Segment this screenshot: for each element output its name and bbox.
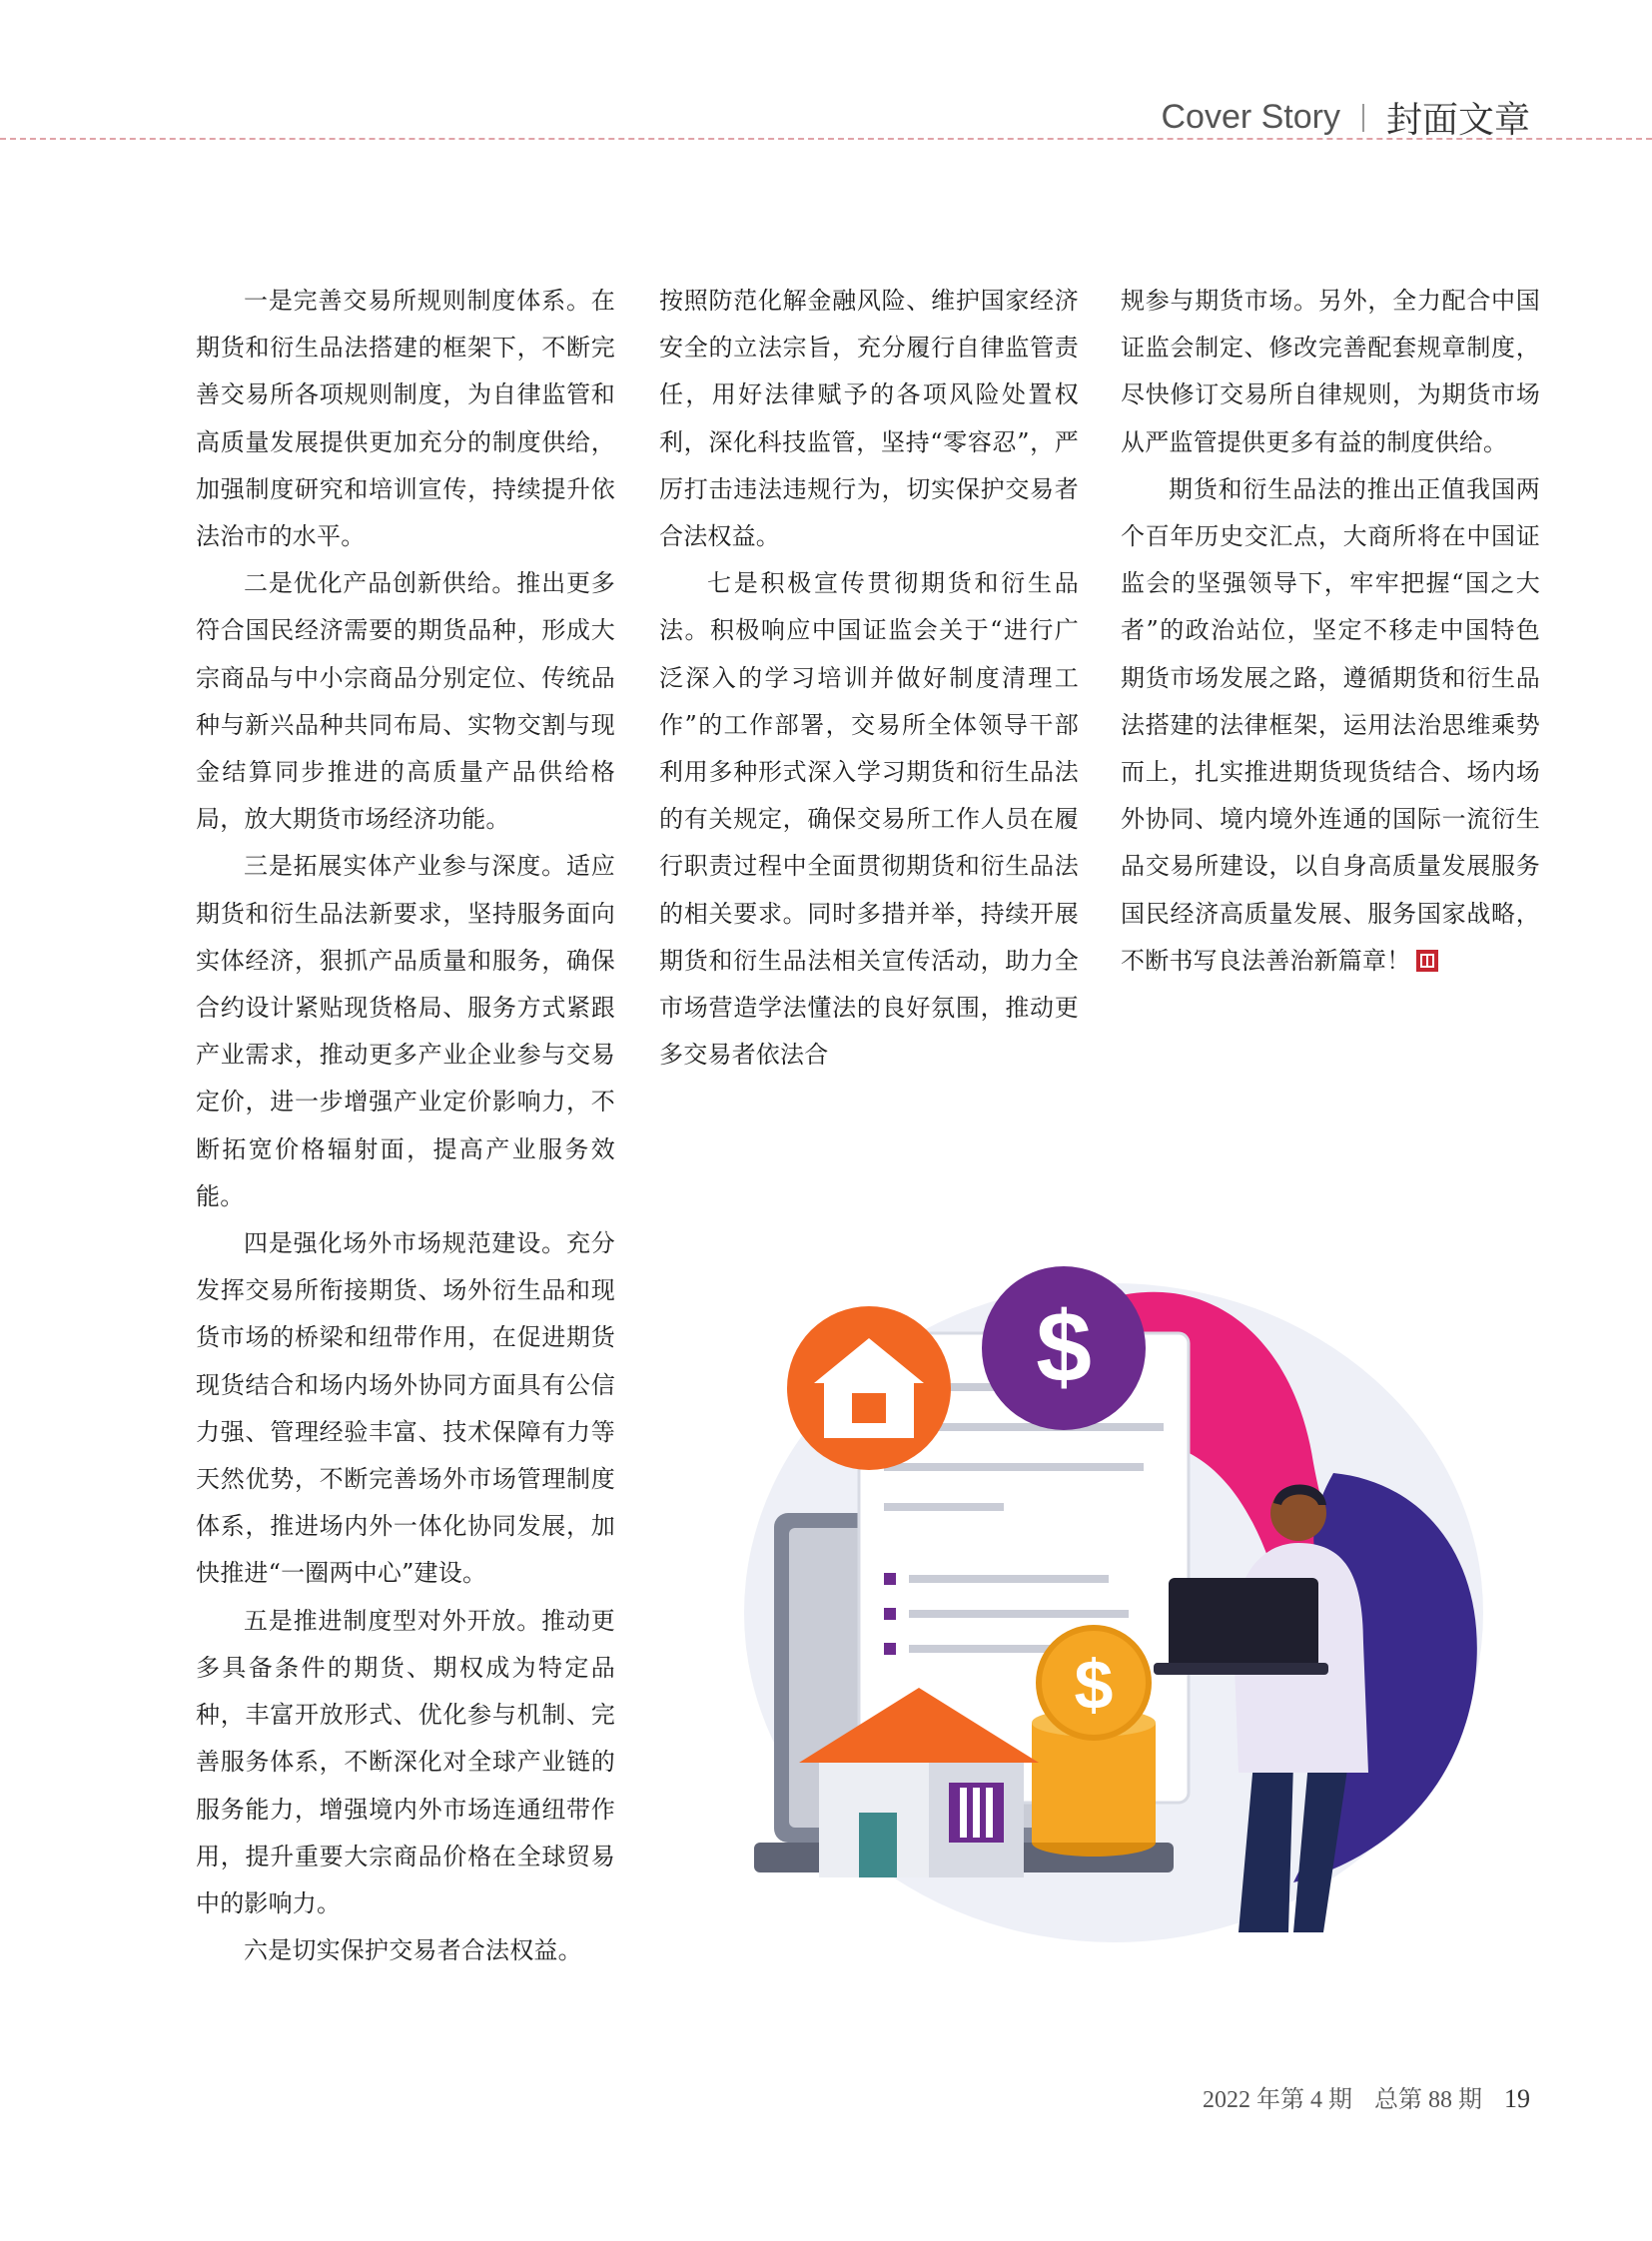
paragraph: 四是强化场外市场规范建设。充分发挥交易所衔接期货、场外衍生品和现货市场的桥梁和纽带作用，在促进期货现货结合和场内场外协同方面具有公信力强、管理经验丰富、技术保障有力等天然优势，不断完善场外市场管理制度体系，推进场内外一体化协同发展，加快推进“一圈两中心”建设。 — [196, 1229, 615, 1588]
laptop-base — [1154, 1663, 1328, 1675]
house-window-bar — [973, 1788, 980, 1838]
document-line — [909, 1610, 1129, 1618]
header-separator — [1362, 104, 1364, 132]
paragraph: 三是拓展实体产业参与深度。适应期货和衍生品法新要求，坚持服务面向实体经济，狠抓产品质量和服务，确保合约设计紧贴现货格局、服务方式紧跟产业需求，推动更多产业企业参与交易定价，进一步增强产业定价影响力，不断拓宽价格辐射面，提高产业服务效能。 — [196, 852, 615, 1210]
paragraph: 二是优化产品创新供给。推出更多符合国民经济需要的期货品种，形成大宗商品与中小宗商品分别定位、传统品种与新兴品种共同布局、实物交割与现金结算同步推进的高质量产品供给格局，放大期货市场经济功能。 — [196, 569, 615, 834]
section-title-cn: 封面文章 — [1385, 99, 1530, 140]
svg-text:$: $ — [1036, 1291, 1092, 1403]
page-number: 19 — [1504, 2084, 1530, 2113]
house-window-bar — [986, 1788, 993, 1838]
end-of-article-icon — [1416, 950, 1438, 972]
house-window-bar — [960, 1788, 967, 1838]
house-icon-window — [852, 1393, 886, 1423]
laptop — [1169, 1578, 1318, 1668]
section-title-en: Cover Story — [1161, 98, 1340, 136]
document-line — [884, 1463, 1144, 1471]
document-bullet — [884, 1608, 896, 1620]
article-column-3 — [1121, 278, 1540, 985]
finance-illustration — [734, 1243, 1493, 1942]
page-footer — [1203, 2079, 1530, 2114]
document-bullet — [884, 1643, 896, 1655]
house-door — [859, 1813, 897, 1877]
paragraph: 按照防范化解金融风险、维护国家经济安全的立法宗旨，充分履行自律监管责任，用好法律赋予的各项风险处置权利，深化科技监管，坚持“零容忍”，严厉打击违法违规行为，切实保护交易者合法权益。 — [659, 287, 1079, 551]
article-column-2 — [659, 278, 1079, 1079]
total-issue-number: 总第 88 期 — [1374, 2087, 1482, 2113]
paragraph: 一是完善交易所规则制度体系。在期货和衍生品法搭建的框架下，不断完善交易所各项规则制度，为自律监管和高质量发展提供更加充分的制度供给，加强制度研究和培训宣传，持续提升依法治市的水平。 — [196, 287, 615, 551]
running-header — [1161, 92, 1530, 143]
paragraph: 五是推进制度型对外开放。推动更多具备条件的期货、期权成为特定品种，丰富开放形式、优化参与机制、完善服务体系，不断深化对全球产业链的服务能力，增强境内外市场连通纽带作用，提升重要大宗商品价格在全球贸易中的影响力。 — [196, 1606, 615, 1917]
paragraph: 规参与期货市场。另外，全力配合中国证监会制定、修改完善配套规章制度，尽快修订交易所自律规则，为期货市场从严监管提供更多有益的制度供给。 — [1121, 287, 1540, 456]
paragraph: 六是切实保护交易者合法权益。 — [244, 1936, 582, 1965]
document-line — [884, 1503, 1004, 1511]
paragraph: 七是积极宣传贯彻期货和衍生品法。积极响应中国证监会关于“进行广泛深入的学习培训并做好制度清理工作”的工作部署，交易所全体领导干部利用多种形式深入学习期货和衍生品法的有关规定，确保交易所工作人员在履行职责过程中全面贯彻期货和衍生品法的相关要求。同时多措并举，持续开展期货和衍生品法相关宣传活动，助力全市场营造学法懂法的良好氛围，推动更多交易者依法合 — [659, 569, 1079, 1070]
svg-text:$: $ — [1074, 1646, 1114, 1724]
document-bullet — [884, 1573, 896, 1585]
article-column-1 — [196, 278, 615, 1974]
header-divider — [0, 138, 1652, 140]
closing-paragraph-text: 期货和衍生品法的推出正值我国两个百年历史交汇点，大商所将在中国证监会的坚强领导下，牢牢把握“国之大者”的政治站位，坚定不移走中国特色期货市场发展之路，遵循期货和衍生品法搭建的法律框架，运用法治思维乘势而上，扎实推进期货现货结合、场内场外协同、境内境外连通的国际一流衍生品交易所建设，以自身高质量发展服务国民经济高质量发展、服务国家战略，不断书写良法善治新篇章！ — [1121, 474, 1540, 975]
issue-number: 2022 年第 4 期 — [1203, 2087, 1352, 2113]
document-line — [909, 1575, 1109, 1583]
paragraph — [1121, 466, 1540, 985]
